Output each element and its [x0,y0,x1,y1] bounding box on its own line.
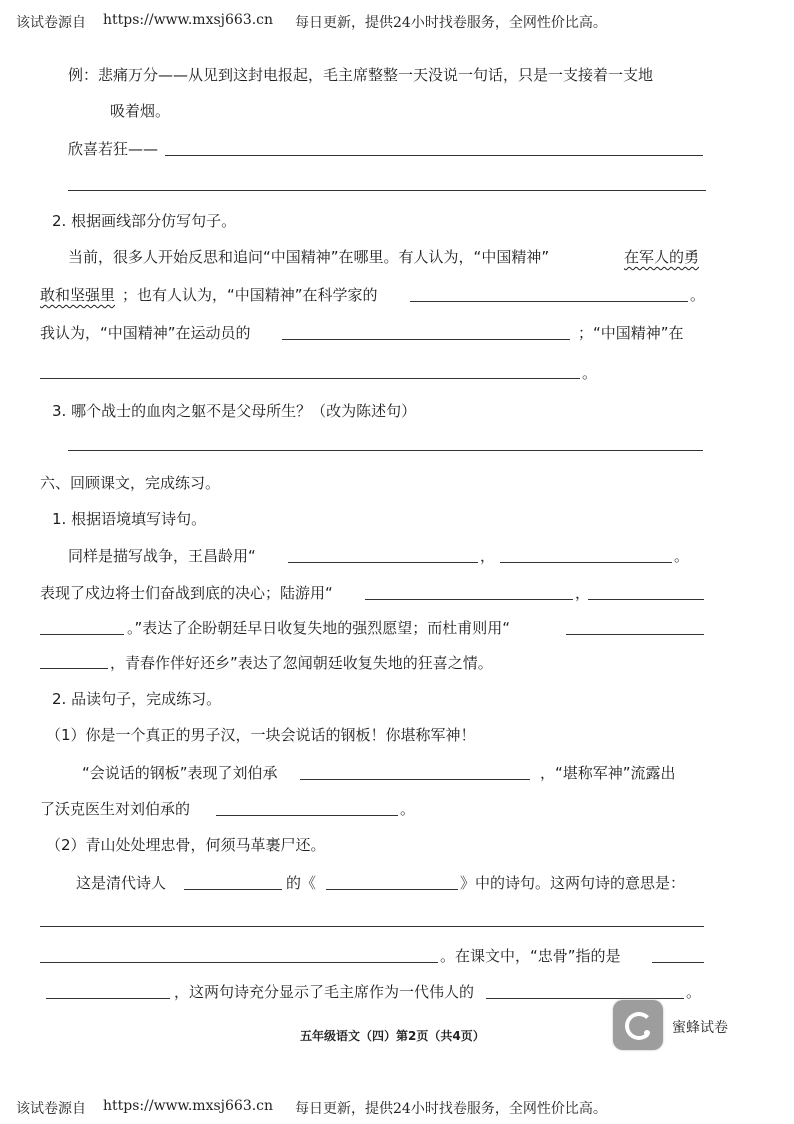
q2-paragraph-line-3b: ；“中国精神”在 [578,324,684,342]
answer-line[interactable] [216,815,398,816]
q2-period: 。 [690,286,706,304]
s6-q2-period: 。 [686,983,702,1001]
answer-line[interactable] [68,450,703,451]
s6-q2-sentence: （2）青山处处埋忠骨，何须马革裹尸还。 [46,836,326,854]
q2-paragraph-line-3: 我认为，“中国精神”在运动员的 [40,324,251,342]
answer-line[interactable] [282,339,570,340]
answer-line[interactable] [326,889,458,890]
s6-line-4: ，青春作伴好还乡”表达了忽闻朝廷收复失地的狂喜之情。 [110,654,493,672]
answer-line[interactable] [566,634,704,635]
s6-line-2: 表现了戍边将士们奋战到底的决心；陆游用“ [40,584,333,602]
s6-q1-line-c: 了沃克医生对刘伯承的 [40,800,191,818]
answer-line[interactable] [365,599,573,600]
s6-comma-2: ， [575,584,591,602]
example-line-1: 例：悲痛万分——从见到这封电报起，毛主席整整一天没说一句话，只是一支接着一支地 [68,66,654,84]
footer-url[interactable]: https://www.mxsj663.cn [103,1098,274,1114]
s6-line-1: 同样是描写战争，王昌龄用“ [68,547,256,565]
s6-q2-line-e: ，这两句诗充分显示了毛主席作为一代伟人的 [174,983,475,1001]
answer-line[interactable] [588,599,704,600]
q2-underlined-phrase-2: 敢和坚强里 [40,286,116,304]
answer-line[interactable] [300,779,530,780]
footer-slogan: 每日更新，提供24小时找卷服务，全网性价比高。 [295,1101,607,1117]
section-6-sub-1: 1. 根据语境填写诗句。 [52,510,207,528]
section-6-title: 六、回顾课文，完成练习。 [40,474,221,492]
q2-period-2: 。 [582,364,598,382]
header-slogan: 每日更新，提供24小时找卷服务，全网性价比高。 [295,15,607,31]
answer-line[interactable] [184,889,282,890]
answer-line[interactable] [500,562,672,563]
s6-q2-line-a: 这是清代诗人 [76,874,167,892]
example-line-2: 吸着烟。 [110,102,171,120]
header-url[interactable]: https://www.mxsj663.cn [103,12,274,28]
answer-line[interactable] [40,634,124,635]
answer-line[interactable] [40,926,704,927]
answer-line[interactable] [410,301,688,302]
s6-q1-line-a: “会说话的钢板”表现了刘伯承 [82,764,278,782]
q2-underlined-phrase-1: 在军人的勇 [624,248,700,266]
s6-q1-sentence: （1）你是一个真正的男子汉，一块会说话的钢板！你堪称军神！ [46,726,476,744]
brand-name: 蜜蜂试卷 [672,1020,728,1036]
s6-line-3: 。”表达了企盼朝廷早日收复失地的强烈愿望；而杜甫则用“ [127,619,511,637]
answer-line[interactable] [288,562,478,563]
s6-q2-line-b: 的《 [286,874,317,892]
page-number-label: 五年级语文（四）第2页（共4页） [300,1029,485,1043]
answer-line[interactable] [40,962,438,963]
s6-period-1: 。 [674,547,690,565]
q2-paragraph-line-1: 当前，很多人开始反思和追问“中国精神”在哪里。有人认为，“中国精神” [68,248,550,266]
header-source-prefix: 该试卷源自 [16,15,86,31]
s6-q2-line-d: 。在课文中，“忠骨”指的是 [440,947,621,965]
s6-q2-line-c: 》中的诗句。这两句诗的意思是： [460,874,686,892]
s6-q1-period: 。 [400,800,416,818]
answer-line[interactable] [165,155,703,156]
question-2-title: 2. 根据画线部分仿写句子。 [52,212,237,230]
example-prompt: 欣喜若狂—— [68,140,159,158]
section-6-sub-2: 2. 品读句子，完成练习。 [52,690,222,708]
answer-line[interactable] [486,998,684,999]
answer-line[interactable] [46,998,170,999]
answer-line[interactable] [652,962,704,963]
bee-paper-logo-icon [613,1000,663,1050]
answer-line[interactable] [68,190,706,191]
s6-q1-line-b: ，“堪称军神”流露出 [540,764,676,782]
question-3-title: 3. 哪个战士的血肉之躯不是父母所生？（改为陈述句） [52,402,417,420]
s6-comma-1: ， [480,547,496,565]
q2-paragraph-line-2: ；也有人认为，“中国精神”在科学家的 [122,286,378,304]
answer-line[interactable] [40,378,580,379]
answer-line[interactable] [40,668,108,669]
footer-source-prefix: 该试卷源自 [16,1101,86,1117]
